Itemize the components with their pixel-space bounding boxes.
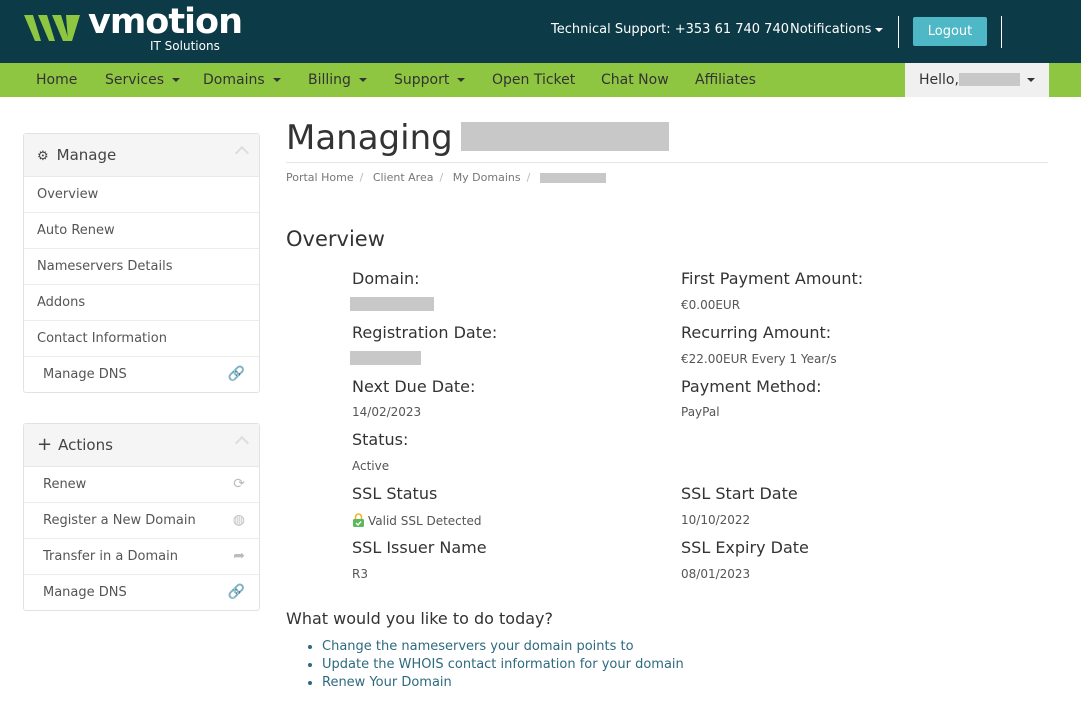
manage-panel (23, 133, 260, 393)
nav-home[interactable] (36, 63, 77, 97)
nav-support[interactable] (394, 63, 465, 97)
caret-down-icon (273, 78, 281, 82)
breadcrumb-separator: / (359, 171, 364, 184)
sidebar-item-manage-dns[interactable] (24, 356, 259, 392)
redacted-domain-name (461, 122, 669, 151)
breadcrumb (286, 171, 606, 184)
ssl-expiry-date-value: 08/01/2023 (681, 567, 751, 581)
renew-domain-link[interactable]: Renew Your Domain (308, 674, 684, 692)
status-label: Status: (352, 430, 409, 449)
sidebar-item-contact-information[interactable] (24, 320, 259, 356)
first-payment-label: First Payment Amount: (681, 269, 864, 288)
redacted-domain-value (350, 297, 434, 311)
logo-mark-icon (24, 15, 84, 45)
next-due-date-value: 14/02/2023 (352, 405, 422, 419)
hello-label: Hello, (919, 72, 959, 88)
sidebar-item-transfer-domain[interactable] (24, 538, 259, 574)
next-due-date-label: Next Due Date: (352, 377, 476, 396)
sidebar-item-renew[interactable] (24, 467, 259, 502)
notifications-label: Notifications (790, 22, 872, 37)
nav-label: Support (394, 72, 450, 88)
nav-open-ticket[interactable] (492, 63, 575, 97)
actions-panel (23, 423, 260, 611)
caret-down-icon (1027, 78, 1035, 82)
padlock-icon (352, 513, 365, 527)
breadcrumb-separator: / (439, 171, 444, 184)
payment-method-label: Payment Method: (681, 377, 822, 396)
caret-down-icon (172, 78, 180, 82)
sidebar-item-label: Contact Information (37, 331, 167, 346)
share-arrow-icon: ➦ (233, 548, 245, 564)
sidebar-item-label: Transfer in a Domain (43, 549, 178, 564)
recurring-amount-label: Recurring Amount: (681, 323, 832, 342)
breadcrumb-client-area[interactable]: Client Area (372, 171, 434, 184)
link-icon: 🔗 (227, 584, 245, 600)
ssl-status-value (352, 513, 481, 528)
breadcrumb-my-domains[interactable]: My Domains (452, 171, 521, 184)
manage-title: Manage (56, 146, 117, 164)
breadcrumb-separator: / (526, 171, 531, 184)
sidebar-item-label: Register a New Domain (43, 513, 196, 528)
panel-title (37, 436, 113, 454)
top-header (0, 0, 1081, 63)
link-icon: 🔗 (227, 366, 245, 382)
panel-title (37, 146, 116, 164)
nav-label: Home (36, 72, 78, 88)
nav-affiliates[interactable] (695, 63, 756, 97)
recurring-amount-value: €22.00EUR Every 1 Year/s (681, 352, 837, 366)
nav-label: Affiliates (695, 72, 756, 88)
nav-billing[interactable] (308, 63, 367, 97)
notifications-dropdown[interactable] (790, 22, 883, 37)
refresh-icon: ⟳ (233, 476, 245, 492)
page-title-text: Managing (286, 118, 453, 158)
redacted-breadcrumb (540, 173, 606, 183)
ssl-expiry-date-label: SSL Expiry Date (681, 538, 809, 557)
nav-domains[interactable] (203, 63, 281, 97)
sidebar-item-manage-dns[interactable] (24, 574, 259, 610)
update-whois-link[interactable]: Update the WHOIS contact information for your domain (308, 656, 684, 674)
nav-services[interactable] (105, 63, 180, 97)
sidebar-item-auto-renew[interactable] (24, 212, 259, 248)
payment-method-value: PayPal (681, 405, 720, 419)
sidebar-item-label: Overview (37, 187, 99, 202)
ssl-status-text: Valid SSL Detected (368, 514, 482, 528)
page-title (286, 118, 453, 158)
registration-date-label: Registration Date: (352, 323, 498, 342)
sidebar-item-label: Manage DNS (43, 585, 127, 600)
ssl-status-label: SSL Status (352, 484, 438, 503)
nav-label: Billing (308, 72, 351, 88)
logout-button[interactable]: Logout (913, 17, 987, 46)
manage-panel-header[interactable] (24, 134, 259, 177)
technical-support-phone[interactable]: Technical Support: +353 61 740 740 (551, 22, 789, 37)
sidebar-item-nameservers[interactable] (24, 248, 259, 284)
sidebar-item-addons[interactable] (24, 284, 259, 320)
nav-label: Services (105, 72, 165, 88)
ssl-issuer-value: R3 (352, 567, 368, 581)
plus-icon: + (37, 434, 53, 455)
quick-actions-list (308, 638, 684, 692)
nav-chat-now[interactable] (601, 63, 669, 97)
first-payment-value: €0.00EUR (681, 298, 741, 312)
logo-text: vmotion (88, 2, 243, 42)
chevron-up-icon[interactable] (235, 146, 249, 160)
breadcrumb-portal-home[interactable]: Portal Home (286, 171, 354, 184)
user-account-dropdown[interactable] (905, 63, 1049, 97)
vmotion-logo[interactable] (24, 2, 243, 56)
nav-label: Open Ticket (492, 72, 576, 88)
sidebar-item-register-domain[interactable] (24, 502, 259, 538)
sidebar-item-label: Addons (37, 295, 86, 310)
title-divider (286, 162, 1048, 163)
domain-label: Domain: (352, 269, 420, 288)
actions-title: Actions (58, 436, 113, 454)
nav-label: Chat Now (601, 72, 669, 88)
divider (898, 16, 899, 48)
quick-actions-heading: What would you like to do today? (286, 609, 553, 628)
sidebar-item-label: Renew (43, 477, 87, 492)
ssl-start-date-label: SSL Start Date (681, 484, 798, 503)
logo-subtitle: IT Solutions (150, 39, 220, 53)
sidebar-item-label: Manage DNS (43, 367, 127, 382)
sidebar-item-label: Nameservers Details (37, 259, 173, 274)
ssl-issuer-label: SSL Issuer Name (352, 538, 487, 557)
overview-heading: Overview (286, 227, 385, 251)
ssl-start-date-value: 10/10/2022 (681, 513, 751, 527)
actions-panel-header[interactable] (24, 424, 259, 467)
globe-icon: ◍ (232, 512, 245, 528)
status-value: Active (352, 459, 390, 473)
change-nameservers-link[interactable]: Change the nameservers your domain points to (308, 638, 684, 656)
nav-label: Domains (203, 72, 265, 88)
divider (1001, 16, 1002, 48)
redacted-registration-date (350, 351, 421, 365)
redacted-username (959, 73, 1020, 86)
caret-down-icon (359, 78, 367, 82)
caret-down-icon (457, 78, 465, 82)
caret-down-icon (875, 28, 883, 32)
chevron-up-icon[interactable] (235, 436, 249, 450)
sidebar-item-overview[interactable] (24, 177, 259, 212)
sidebar-item-label: Auto Renew (37, 223, 115, 238)
gear-icon: ⚙ (37, 149, 49, 164)
